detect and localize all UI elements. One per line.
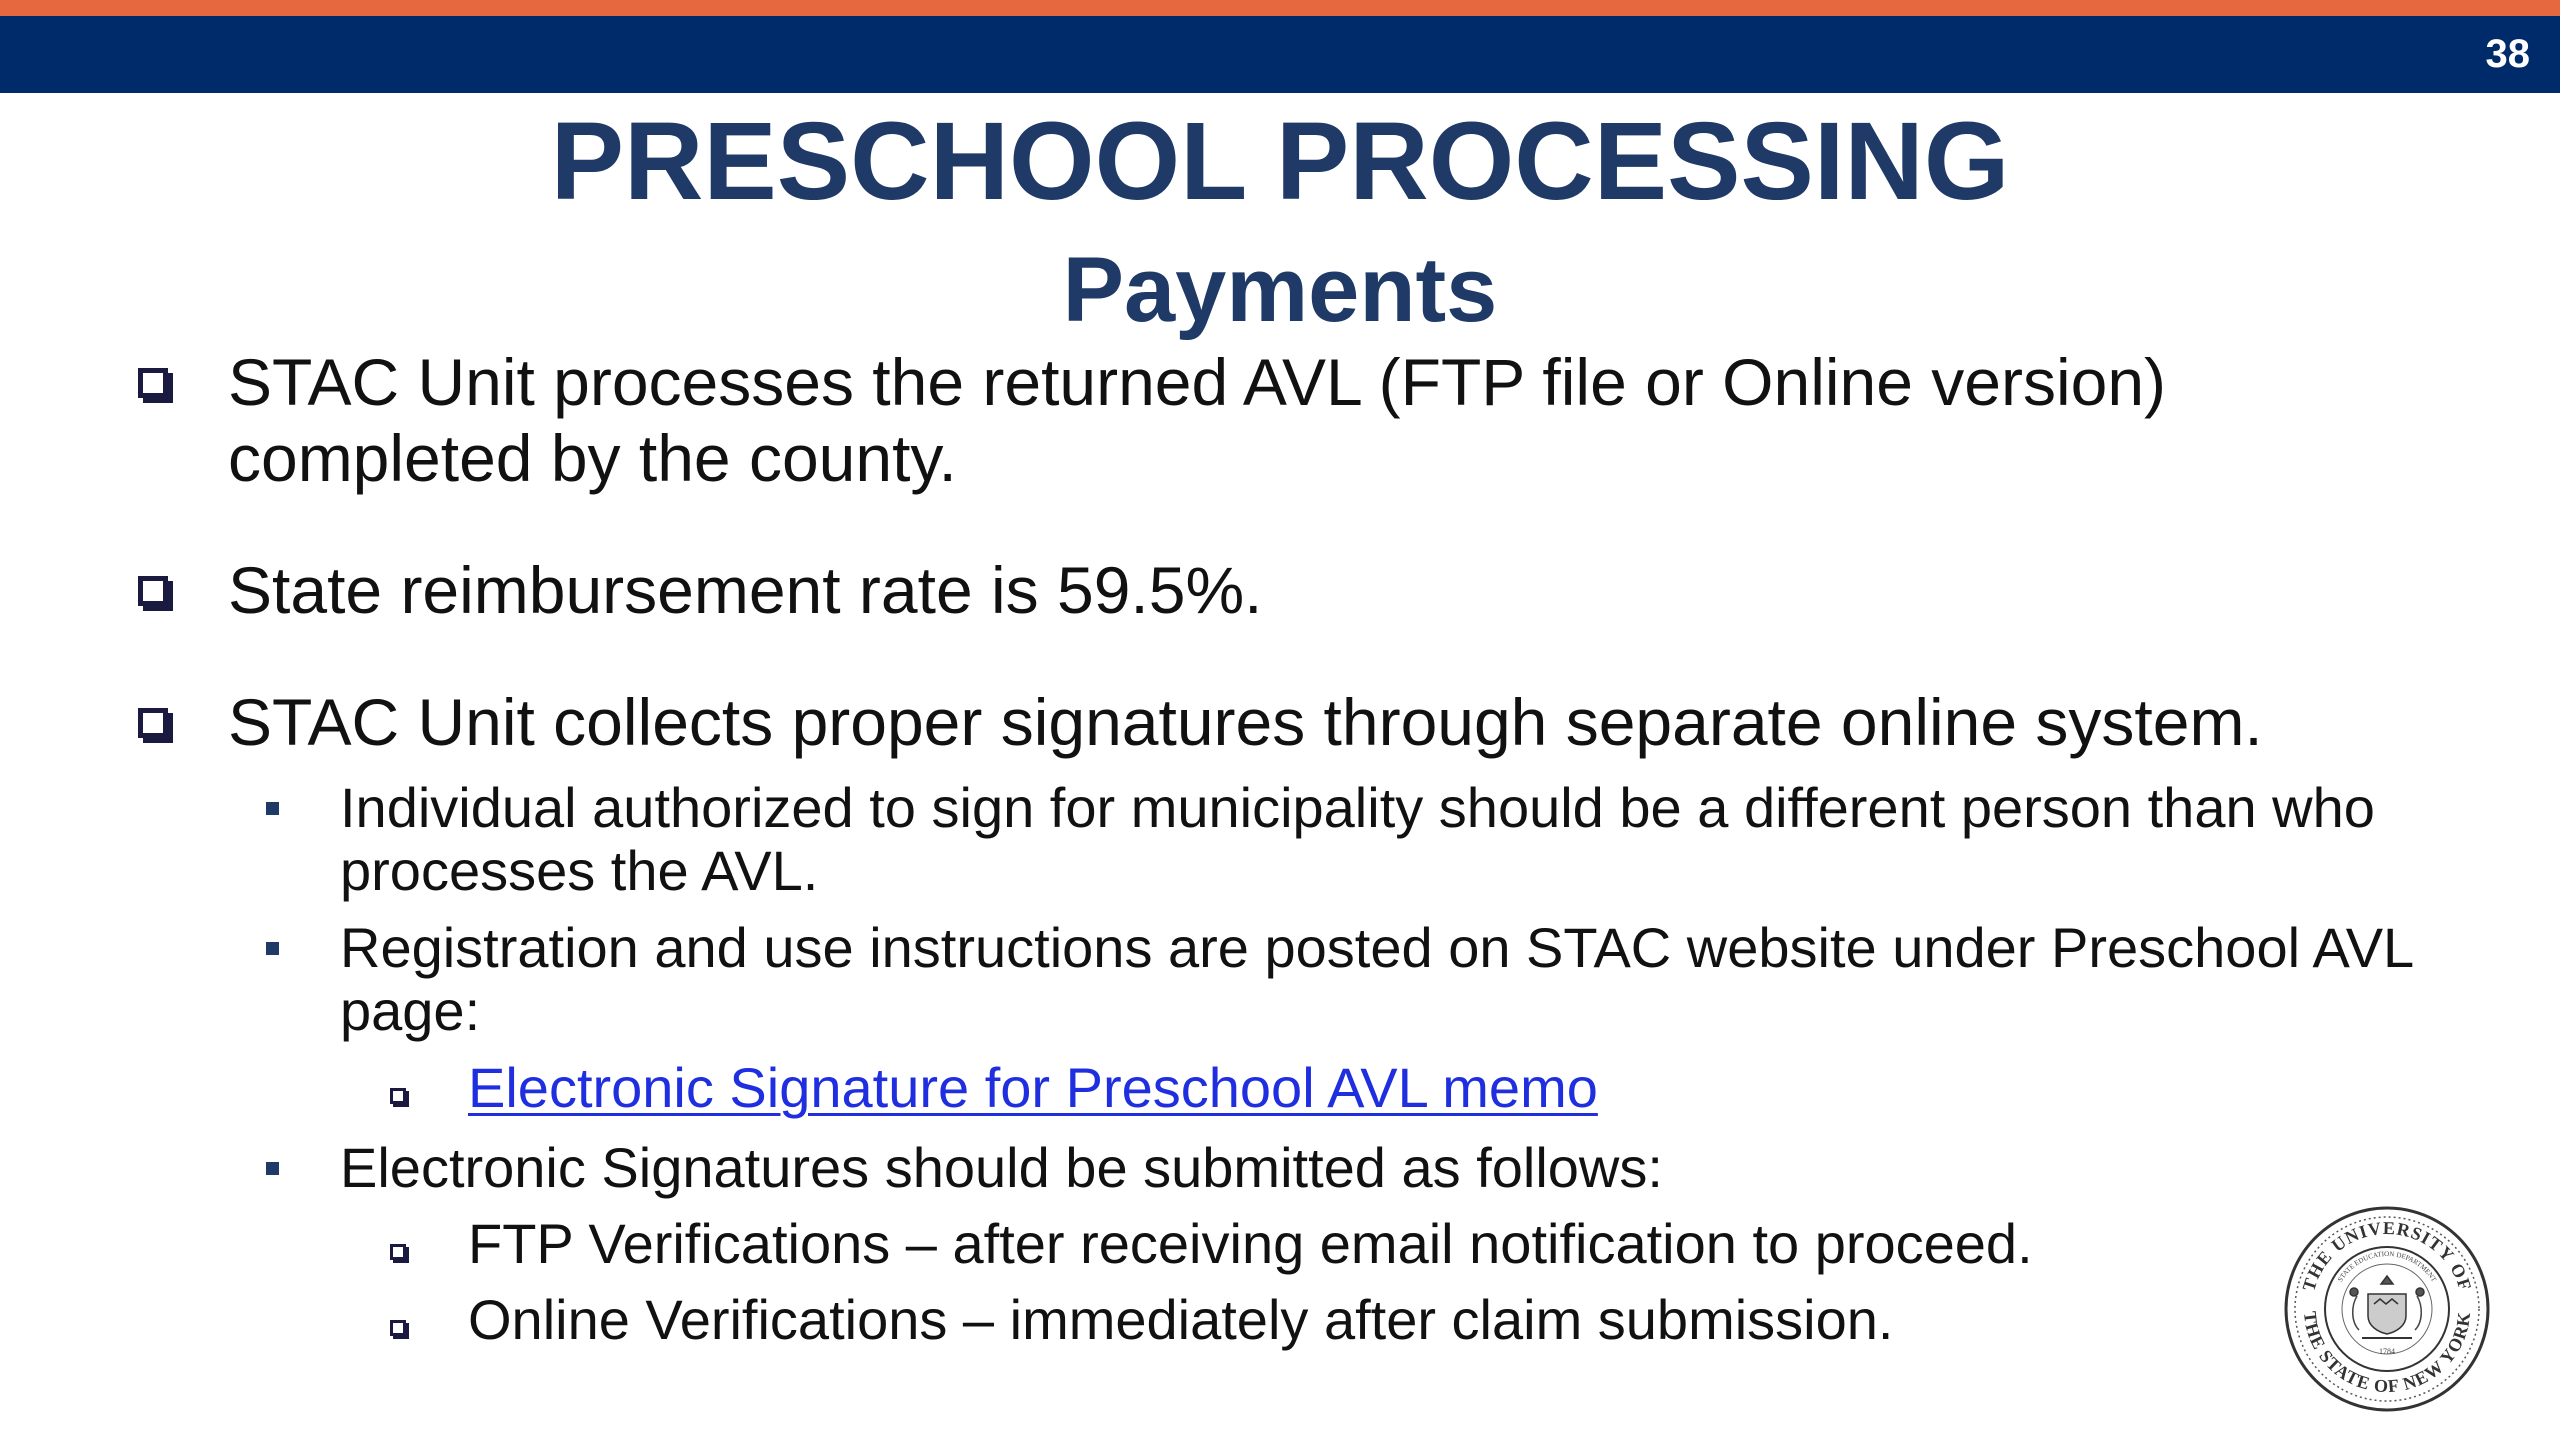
seal-bottom-text: THE STATE OF NEW YORK bbox=[2299, 1310, 2475, 1397]
sub-bullet-item: Individual authorized to sign for municipality should be a different person than who processes the AVL. bbox=[340, 776, 2375, 902]
electronic-signature-memo-link[interactable]: Electronic Signature for Preschool AVL memo bbox=[468, 1056, 1598, 1119]
bullet-item: State reimbursement rate is 59.5%. bbox=[228, 553, 1263, 627]
bullet-box-icon bbox=[138, 708, 168, 738]
seal-inner-text: STATE EDUCATION DEPARTMENT bbox=[2336, 1249, 2438, 1284]
small-box-bullet-icon bbox=[390, 1244, 406, 1260]
sub-sub-bullet-item: FTP Verifications – after receiving email notification to proceed. bbox=[468, 1212, 2033, 1275]
small-box-bullet-icon bbox=[390, 1320, 406, 1336]
sub-bullet-item: Electronic Signatures should be submitted as follows: bbox=[340, 1136, 1663, 1199]
slide-number: 38 bbox=[2485, 32, 2530, 76]
square-bullet-icon bbox=[266, 802, 279, 815]
bullet-box-icon bbox=[138, 368, 168, 398]
bullet-item: STAC Unit collects proper signatures through separate online system. bbox=[228, 685, 2263, 759]
slide-subtitle: Payments bbox=[1062, 239, 1498, 341]
link-item bbox=[468, 1056, 2448, 1119]
sub-bullet-item: Registration and use instructions are posted on STAC website under Preschool AVL page: bbox=[340, 916, 2413, 1042]
seal-top-text: THE UNIVERSITY OF bbox=[2298, 1217, 2476, 1294]
seal-year: 1784 bbox=[2379, 1347, 2395, 1356]
state-university-seal bbox=[2282, 1204, 2492, 1414]
small-box-bullet-icon bbox=[390, 1088, 406, 1104]
slide-title: PRESCHOOL PROCESSING bbox=[550, 100, 2010, 223]
square-bullet-icon bbox=[266, 942, 279, 955]
sub-sub-bullet-item: Online Verifications – immediately after claim submission. bbox=[468, 1288, 1894, 1351]
square-bullet-icon bbox=[266, 1162, 279, 1175]
bullet-box-icon bbox=[138, 576, 168, 606]
bullet-item: STAC Unit processes the returned AVL (FTP file or Online version) completed by the county. bbox=[228, 345, 2167, 495]
